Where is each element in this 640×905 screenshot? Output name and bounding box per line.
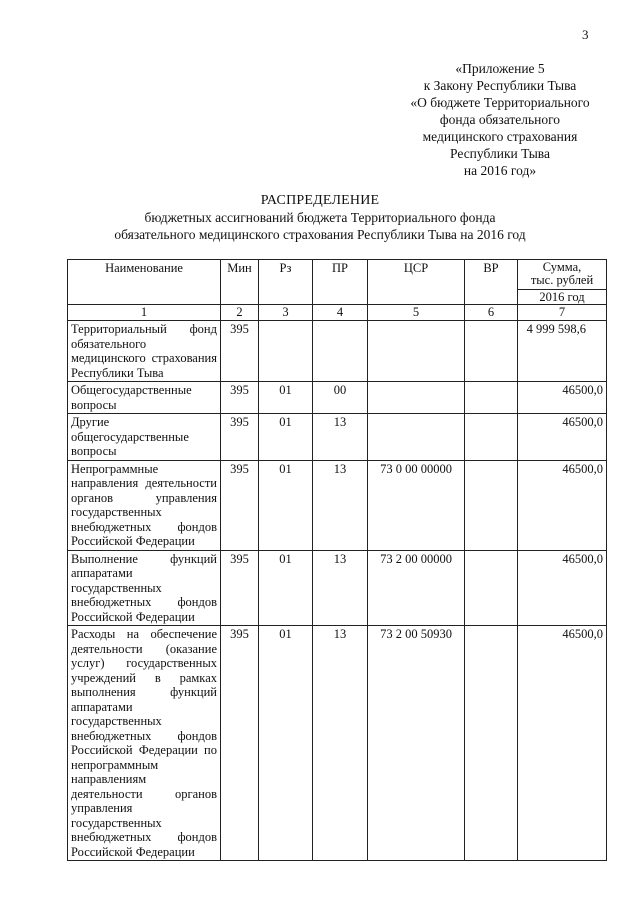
row-name: Общегосударственные вопросы — [68, 382, 221, 414]
header-rz: Рз — [259, 260, 313, 305]
header-csr: ЦСР — [368, 260, 465, 305]
row-rz — [259, 321, 313, 382]
table-row — [68, 414, 607, 461]
col-number: 4 — [313, 305, 368, 321]
title-main: РАСПРЕДЕЛЕНИЕ — [260, 193, 380, 208]
row-csr: 73 2 00 00000 — [368, 550, 465, 626]
row-csr: 73 0 00 00000 — [368, 460, 465, 550]
table-header-row — [68, 260, 607, 305]
row-min: 395 — [221, 626, 259, 861]
header-sum-line1: Сумма, — [542, 260, 582, 274]
row-csr — [368, 321, 465, 382]
document-title — [0, 193, 640, 243]
column-number-row — [68, 305, 607, 321]
table-row — [68, 550, 607, 626]
appendix-line: «Приложение 5 — [455, 61, 545, 76]
row-min: 395 — [221, 321, 259, 382]
appendix-line: Республики Тыва — [450, 146, 550, 161]
row-sum: 46500,0 — [518, 460, 607, 550]
table-row — [68, 626, 607, 861]
row-name: Территориальный фонд обязательного медицинского страхования Республики Тыва — [68, 321, 221, 382]
row-pr: 00 — [313, 382, 368, 414]
row-csr — [368, 414, 465, 461]
appendix-line: «О бюджете Территориального — [410, 95, 590, 110]
row-pr: 13 — [313, 460, 368, 550]
row-csr: 73 2 00 50930 — [368, 626, 465, 861]
header-sum — [518, 260, 607, 305]
row-rz: 01 — [259, 626, 313, 861]
appendix-line: на 2016 год» — [463, 163, 537, 178]
row-sum: 46500,0 — [518, 626, 607, 861]
appendix-line: медицинского страхования — [422, 129, 578, 144]
title-line: обязательного медицинского страхования Республики Тыва на 2016 год — [114, 227, 526, 242]
col-number: 3 — [259, 305, 313, 321]
row-csr — [368, 382, 465, 414]
row-name: Непрограммные направления деятельности органов управления государственных внебюджетных фондов Российской Федерации — [68, 460, 221, 550]
row-vr — [465, 414, 518, 461]
page-number: 3 — [582, 27, 589, 42]
budget-table — [67, 259, 607, 861]
header-min: Мин — [221, 260, 259, 305]
row-rz: 01 — [259, 414, 313, 461]
row-sum: 46500,0 — [518, 382, 607, 414]
row-name: Выполнение функций аппаратами государственных внебюджетных фондов Российской Федерации — [68, 550, 221, 626]
row-name: Другие общегосударственные вопросы — [68, 414, 221, 461]
row-min: 395 — [221, 550, 259, 626]
header-sum-line2: тыс. рублей — [530, 273, 594, 287]
row-rz: 01 — [259, 460, 313, 550]
row-sum: 4 999 598,6 — [518, 321, 607, 382]
col-number: 1 — [68, 305, 221, 321]
row-vr — [465, 550, 518, 626]
row-pr: 13 — [313, 626, 368, 861]
title-line: бюджетных ассигнований бюджета Территориального фонда — [144, 210, 496, 225]
appendix-header — [340, 60, 640, 179]
col-number: 7 — [518, 305, 607, 321]
table-row — [68, 460, 607, 550]
row-vr — [465, 460, 518, 550]
row-rz: 01 — [259, 550, 313, 626]
col-number: 6 — [465, 305, 518, 321]
row-min: 395 — [221, 460, 259, 550]
col-number: 2 — [221, 305, 259, 321]
row-sum: 46500,0 — [518, 550, 607, 626]
header-name: Наименование — [68, 260, 221, 305]
header-vr: ВР — [465, 260, 518, 305]
row-pr — [313, 321, 368, 382]
appendix-line: фонда обязательного — [439, 112, 561, 127]
row-vr — [465, 626, 518, 861]
row-pr: 13 — [313, 550, 368, 626]
row-rz: 01 — [259, 382, 313, 414]
row-sum: 46500,0 — [518, 414, 607, 461]
appendix-line: к Закону Республики Тыва — [423, 78, 577, 93]
header-sum-year: 2016 год — [518, 289, 606, 304]
table-row — [68, 321, 607, 382]
row-pr: 13 — [313, 414, 368, 461]
col-number: 5 — [368, 305, 465, 321]
row-vr — [465, 382, 518, 414]
row-name: Расходы на обеспечение деятельности (оказание услуг) государственных учреждений в рамках выполнения функций аппаратами государственных внебюджетных фондов Российской Федерации по непрограммным направлениям деятельности органов управления государственных внебюджетных фондов Российской Федерации — [68, 626, 221, 861]
row-min: 395 — [221, 382, 259, 414]
row-min: 395 — [221, 414, 259, 461]
row-vr — [465, 321, 518, 382]
table-row — [68, 382, 607, 414]
header-pr: ПР — [313, 260, 368, 305]
